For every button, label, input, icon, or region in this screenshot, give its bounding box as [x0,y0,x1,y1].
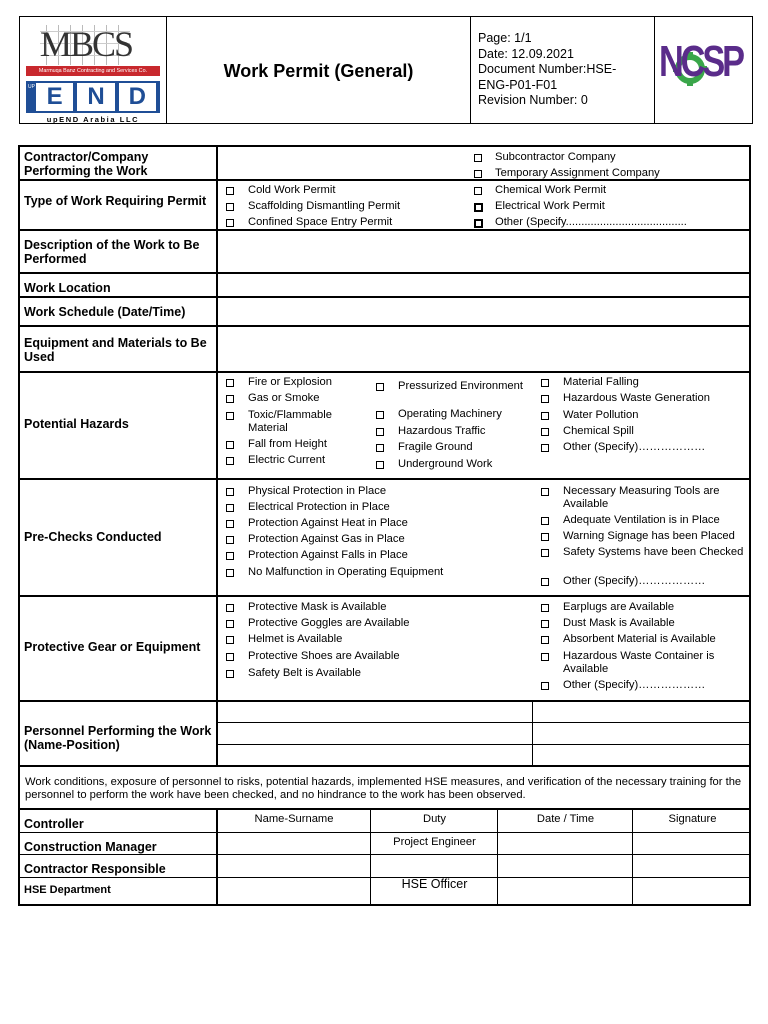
upend-logo [26,81,160,113]
checkbox[interactable] [226,520,234,528]
checkbox-label: Protective Goggles are Available [248,617,410,629]
checkbox[interactable] [226,441,234,449]
upend-letters [36,83,156,111]
checkbox[interactable] [226,395,234,403]
document-number-line1: Document Number:HSE- [478,62,617,76]
checkbox-label: Electrical Work Permit [495,200,605,212]
column-name-surname: Name-Surname [254,813,334,825]
personnel-name-1[interactable] [218,702,532,722]
checkbox[interactable] [376,444,384,452]
checkbox-label: Electrical Protection in Place [248,501,390,513]
signoff-signature-field[interactable] [634,833,749,906]
label-personnel: Personnel Performing the Work (Name-Position) [24,724,212,752]
checkbox[interactable] [226,187,234,195]
document-number-line2: ENG-P01-F01 [478,77,558,92]
checkbox-label: Hazardous Traffic [398,425,486,437]
checkbox-subcontractor[interactable] [474,154,482,162]
equipment-field[interactable] [218,327,749,371]
checkbox-label: Fall from Height [248,438,327,450]
logo-cell-left [19,16,167,124]
checkbox[interactable] [226,219,234,227]
checkbox-label: Protection Against Heat in Place [248,517,408,529]
schedule-field[interactable] [218,298,749,325]
checkbox[interactable] [226,569,234,577]
checkbox[interactable] [541,682,549,690]
personnel-name-2[interactable] [218,724,532,744]
logo-cell-right [654,16,753,124]
checkbox[interactable] [541,395,549,403]
checkbox-label: Other (Specify)……………… [563,679,706,691]
checkbox-label: No Malfunction in Operating Equipment [248,566,444,578]
column-date-time: Date / Time [536,813,595,825]
document-header [19,16,753,126]
checkbox-label: Chemical Work Permit [495,184,607,196]
work-permit-form [18,145,751,906]
checkbox-label: Other (Specify....................................... [495,216,687,228]
label-work-type: Type of Work Requiring Permit [24,194,207,208]
mbcs-wordmark: MBCS [40,24,133,64]
checkbox-label: Adequate Ventilation is in Place [563,514,720,526]
label-schedule: Work Schedule (Date/Time) [24,305,186,319]
checkbox-label: Water Pollution [563,409,639,421]
document-date: Date: 12.09.2021 [478,46,574,61]
checkbox[interactable] [541,444,549,452]
checkbox-label: Physical Protection in Place [248,485,387,497]
metadata-block [478,31,618,109]
checkbox-temporary-assignment[interactable] [474,170,482,178]
description-field[interactable] [218,231,749,272]
checkbox-label: Protective Mask is Available [248,601,387,613]
checkbox[interactable] [541,533,549,541]
checkbox[interactable] [541,578,549,586]
duty-construction-manager: Project Engineer [393,836,476,848]
checkbox[interactable] [541,488,549,496]
mbcs-logo [26,21,160,79]
checkbox[interactable] [541,379,549,387]
option-subcontractor: Subcontractor Company [495,151,616,163]
checkbox[interactable] [226,504,234,512]
checkbox-label: Material Falling [563,376,639,388]
label-location: Work Location [24,281,111,295]
checkbox-label: Safety Systems have been Checked [563,546,744,558]
checkbox[interactable] [541,549,549,557]
checkbox[interactable] [376,411,384,419]
personnel-position-1[interactable] [534,702,749,722]
checkbox-label: Hazardous Waste Generation [563,392,710,404]
label-contractor: Contractor/Company Performing the Work [24,150,149,178]
verification-statement: Work conditions, exposure of personnel to risks, potential hazards, implemented HSE measures, and verification of the necessary training for the personnel to perform the work have been checked, and no hindrance to the work has been observed. [25,776,742,801]
location-field[interactable] [218,274,749,296]
signoff-date-field[interactable] [499,833,632,906]
checkbox-label: Helmet is Available [248,633,343,645]
checkbox-label: Chemical Spill [563,425,634,437]
upend-letter-d: D [119,83,156,111]
signoff-name-field[interactable] [218,833,370,906]
checkbox[interactable] [226,536,234,544]
checkbox[interactable] [541,412,549,420]
checkbox-label: Operating Machinery [398,408,502,420]
checkbox[interactable] [226,379,234,387]
metadata-cell [470,16,655,124]
page-number: Page: 1/1 [478,31,532,45]
revision-number: Revision Number: 0 [478,93,588,107]
checkbox[interactable] [376,428,384,436]
checkbox-label: Fire or Explosion [248,376,332,388]
checkbox-label: Toxic/Flammable Material [248,409,332,434]
checkbox-label: Warning Signage has been Placed [563,530,735,542]
checkbox[interactable] [376,461,384,469]
checkbox-label: Safety Belt is Available [248,667,361,679]
checkbox[interactable] [226,488,234,496]
personnel-position-3[interactable] [534,746,749,765]
checkbox[interactable] [474,203,483,212]
ncsp-logo [659,31,749,101]
checkbox-label: Underground Work [398,458,493,470]
checkbox-label: Dust Mask is Available [563,617,675,629]
signoff-role-controller: Controller [24,817,84,831]
checkbox-label: Scaffolding Dismantling Permit [248,200,401,212]
checkbox-label: Earplugs are Available [563,601,675,613]
checkbox-label: Cold Work Permit [248,184,336,196]
checkbox-label: Other (Specify)……………… [563,575,706,587]
checkbox[interactable] [376,383,384,391]
column-signature: Signature [668,813,717,825]
upend-letter-n: N [77,83,114,111]
checkbox[interactable] [541,428,549,436]
personnel-position-2[interactable] [534,724,749,744]
page-title: Work Permit (General) [223,61,414,81]
checkbox[interactable] [226,457,234,465]
title-cell [166,16,471,124]
checkbox[interactable] [474,187,482,195]
upend-letter-e: E [36,83,73,111]
checkbox[interactable] [541,653,549,661]
checkbox-label: Gas or Smoke [248,392,320,404]
signoff-role-contractor-responsible: Contractor Responsible [24,862,166,876]
label-gear: Protective Gear or Equipment [24,640,201,654]
checkbox-label: Protection Against Falls in Place [248,549,408,561]
checkbox[interactable] [226,620,234,628]
checkbox-label: Absorbent Material is Available [563,633,716,645]
label-equipment: Equipment and Materials to Be Used [24,336,207,364]
column-duty: Duty [422,813,446,825]
checkbox[interactable] [226,636,234,644]
checkbox[interactable] [226,412,234,420]
checkbox[interactable] [541,517,549,525]
label-hazards: Potential Hazards [24,417,129,431]
signoff-role-construction-manager: Construction Manager [24,840,157,854]
checkbox-label: Fragile Ground [398,441,473,453]
label-prechecks: Pre-Checks Conducted [24,530,162,544]
option-temporary-assignment: Temporary Assignment Company [495,167,660,179]
mbcs-company-band: Marmuqa Banz Contracting and Services Co. [26,66,160,76]
upend-small-text: UP [28,84,35,90]
checkbox[interactable] [226,670,234,678]
duty-hse-department: HSE Officer [401,877,468,891]
signoff-role-hse-department: HSE Department [24,884,111,896]
checkbox[interactable] [226,203,234,211]
checkbox-label: Other (Specify)……………… [563,441,706,453]
checkbox[interactable] [541,620,549,628]
checkbox[interactable] [474,219,483,228]
personnel-name-3[interactable] [218,746,532,765]
checkbox-label: Pressurized Environment [398,380,523,392]
checkbox[interactable] [226,653,234,661]
label-description: Description of the Work to Be Performed [24,238,200,266]
upend-company-name: upEND Arabia LLC [46,115,140,124]
checkbox-label: Electric Current [248,454,326,466]
checkbox-label: Hazardous Waste Container is Available [563,650,715,675]
checkbox-label: Protection Against Gas in Place [248,533,405,545]
checkbox-label: Confined Space Entry Permit [248,216,393,228]
checkbox[interactable] [226,604,234,612]
ncsp-wordmark: NCSP [659,37,742,86]
checkbox-label: Protective Shoes are Available [248,650,400,662]
checkbox[interactable] [226,552,234,560]
checkbox[interactable] [541,636,549,644]
checkbox-label: Necessary Measuring Tools are Available [563,485,720,510]
checkbox[interactable] [541,604,549,612]
